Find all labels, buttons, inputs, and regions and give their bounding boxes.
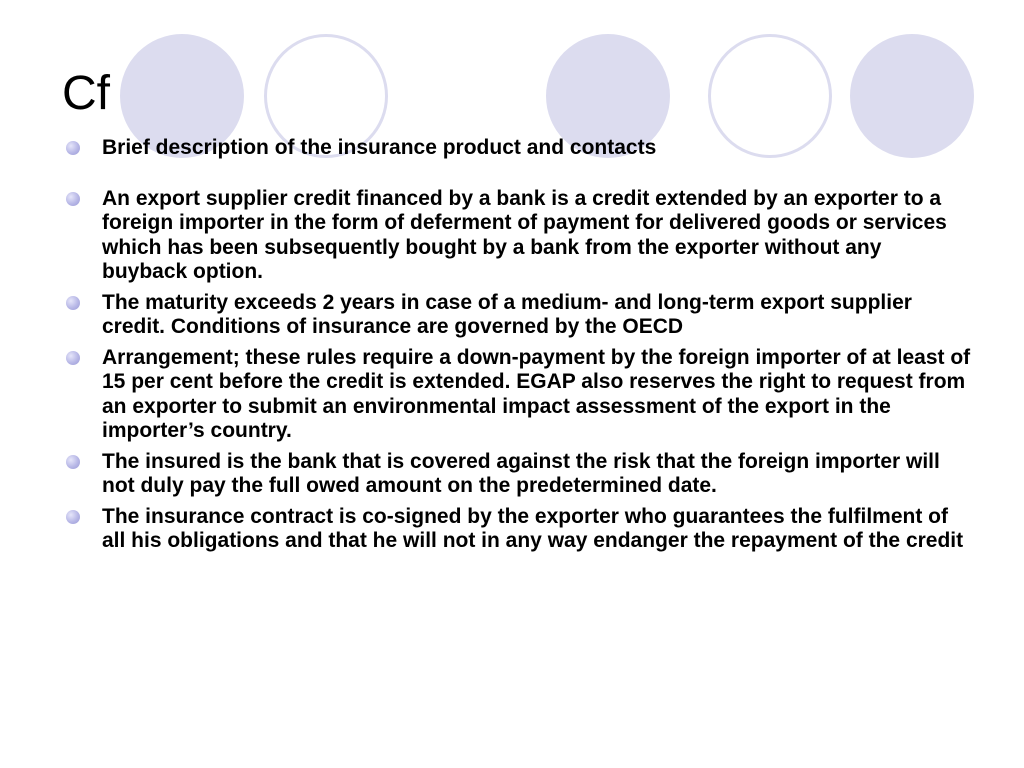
bullet-text: The insurance contract is co-signed by the exporter who guarantees the fulfilment of all his obligations and that he will not in any way endanger the repayment of the credit	[102, 504, 964, 552]
bullet-list	[62, 136, 972, 554]
bullet-icon	[66, 455, 80, 469]
bullet-text: An export supplier credit financed by a bank is a credit extended by an exporter to a foreign importer in the form of deferment of payment for delivered goods or services which has been subsequently bought by a bank from the exporter without any buyback option.	[102, 186, 947, 283]
bullet-item	[62, 187, 972, 285]
bullet-icon	[66, 351, 80, 365]
bullet-item	[62, 346, 972, 444]
bullet-item	[62, 505, 972, 554]
bullet-icon	[66, 296, 80, 310]
bullet-item	[62, 291, 972, 340]
bullet-icon	[66, 510, 80, 524]
bullet-item	[62, 136, 972, 161]
bullet-icon	[66, 141, 80, 155]
bullet-text: The insured is the bank that is covered against the risk that the foreign importer will not duly pay the full owed amount on the predetermined date.	[102, 449, 940, 497]
bullet-item	[62, 450, 972, 499]
slide-body	[62, 136, 972, 560]
slide-title: Cf	[62, 67, 110, 120]
bullet-text: Brief description of the insurance product and contacts	[102, 136, 657, 159]
bullet-text: The maturity exceeds 2 years in case of a medium- and long-term export supplier credit. Conditions of insurance are governed by the OECD	[102, 290, 912, 338]
bullet-text: Arrangement; these rules require a down-payment by the foreign importer of at least of 15 per cent before the credit is extended. EGAP also reserves the right to request from an exporter to submit an environmental impact assessment of the export in the importer’s country.	[102, 345, 971, 442]
bullet-icon	[66, 192, 80, 206]
